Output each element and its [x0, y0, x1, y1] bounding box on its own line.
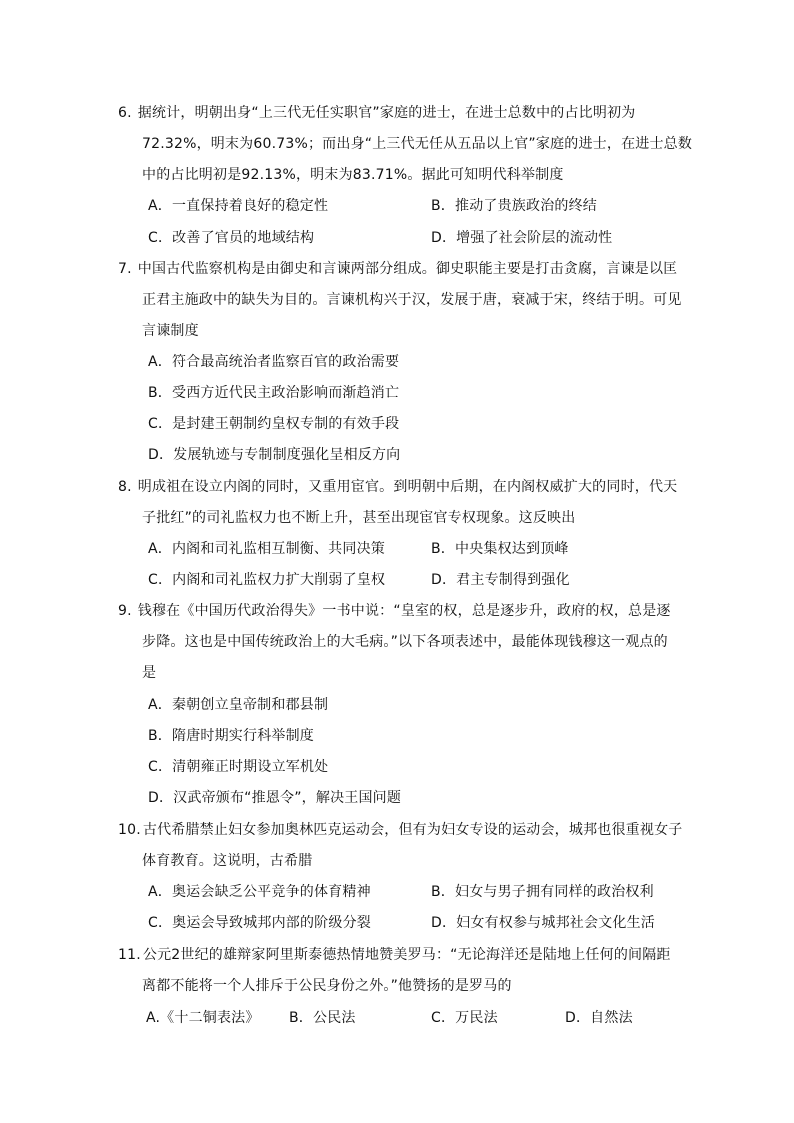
- question-8-option-a[interactable]: A．内阁和司礼监相互制衡、共同决策: [148, 541, 385, 557]
- question-7-stem: 中国古代监察机构是由御史和言谏两部分组成。御史职能主要是打击贪腐，言谏是以匡: [137, 261, 678, 277]
- question-6-line-3: 中的占比明初是92.13%，明末为83.71%。据此可知明代科举制度: [142, 167, 564, 183]
- question-9-option-b[interactable]: B．隋唐时期实行科举制度: [148, 728, 315, 744]
- question-6-number: 6.: [118, 105, 132, 121]
- question-6-line-1: [118, 104, 635, 122]
- question-11-stem: 公元2世纪的雄辩家阿里斯泰德热情地赞美罗马：“无论海洋还是陆地上任何的间隔距: [142, 947, 671, 963]
- question-7-line-1: [118, 260, 677, 278]
- question-6-option-a[interactable]: A．一直保持着良好的稳定性: [148, 198, 329, 214]
- question-11-option-c[interactable]: C．万民法: [431, 1010, 498, 1026]
- question-7-option-c[interactable]: C．是封建王朝制约皇权专制的有效手段: [148, 416, 400, 432]
- question-6-line-2: 72.32%，明末为60.73%；而出身“上三代无任从五品以上官”家庭的进士，在进士总数: [142, 136, 693, 152]
- question-11-line-1: [118, 946, 671, 964]
- question-11-option-b[interactable]: B．公民法: [289, 1010, 356, 1026]
- question-10-option-a[interactable]: A．奥运会缺乏公平竞争的体育精神: [148, 884, 371, 900]
- question-8-line-2: 子批红”的司礼监权力也不断上升，甚至出现宦官专权现象。这反映出: [142, 510, 576, 526]
- question-9-option-d[interactable]: D．汉武帝颁布“推恩令”，解决王国问题: [148, 790, 402, 806]
- question-6-stem: 据统计，明朝出身“上三代无任实职官”家庭的进士，在进士总数中的占比明初为: [137, 105, 636, 121]
- question-7-line-2: 正君主施政中的缺失为目的。言谏机构兴于汉，发展于唐，衰减于宋，终结于明。可见: [142, 292, 682, 308]
- question-8-option-d[interactable]: D．君主专制得到强化: [431, 572, 570, 588]
- question-7-option-a[interactable]: A．符合最高统治者监察百官的政治需要: [148, 354, 400, 370]
- question-10-number: 10.: [118, 822, 141, 838]
- question-9-line-3: 是: [142, 665, 157, 681]
- question-8-stem: 明成祖在设立内阁的同时，又重用宦官。到明朝中后期，在内阁权威扩大的同时，代天: [137, 479, 678, 495]
- question-7-number: 7.: [118, 261, 132, 277]
- question-9-option-c[interactable]: C．清朝雍正时期设立军机处: [148, 759, 329, 775]
- question-9-stem: 钱穆在《中国历代政治得失》一书中说：“皇室的权，总是逐步升，政府的权，总是逐: [137, 603, 671, 619]
- question-8-option-b[interactable]: B．中央集权达到顶峰: [431, 541, 569, 557]
- question-10-line-1: [118, 821, 682, 839]
- question-10-option-b[interactable]: B．妇女与男子拥有同样的政治权利: [431, 884, 654, 900]
- question-10-line-2: 体育教育。这说明，古希腊: [142, 853, 313, 869]
- question-11-option-a[interactable]: A.《十二铜表法》: [146, 1010, 260, 1026]
- question-10-stem: 古代希腊禁止妇女参加奥林匹克运动会，但有为妇女专设的运动会，城邦也很重视女子: [142, 822, 683, 838]
- question-6-option-d[interactable]: D．增强了社会阶层的流动性: [431, 230, 613, 246]
- question-6-option-b[interactable]: B．推动了贵族政治的终结: [431, 198, 598, 214]
- question-9-number: 9.: [118, 603, 132, 619]
- question-8-option-c[interactable]: C．内阁和司礼监权力扩大削弱了皇权: [148, 572, 386, 588]
- question-6-option-c[interactable]: C．改善了官员的地域结构: [148, 230, 315, 246]
- question-11-line-2: 离都不能将一个人排斥于公民身份之外。”他赞扬的是罗马的: [142, 978, 512, 994]
- question-11-number: 11.: [118, 947, 141, 963]
- question-9-option-a[interactable]: A．秦朝创立皇帝制和郡县制: [148, 697, 329, 713]
- question-9-line-2: 步降。这也是中国传统政治上的大毛病。”以下各项表述中，最能体现钱穆这一观点的: [142, 634, 668, 650]
- question-7-option-b[interactable]: B．受西方近代民主政治影响而渐趋消亡: [148, 385, 400, 401]
- question-11-option-d[interactable]: D．自然法: [565, 1010, 633, 1026]
- question-10-option-c[interactable]: C．奥运会导致城邦内部的阶级分裂: [148, 915, 371, 931]
- question-8-number: 8.: [118, 479, 132, 495]
- question-7-line-3: 言谏制度: [142, 323, 199, 339]
- question-7-option-d[interactable]: D．发展轨迹与专制制度强化呈相反方向: [148, 447, 401, 463]
- question-10-option-d[interactable]: D．妇女有权参与城邦社会文化生活: [431, 915, 655, 931]
- question-8-line-1: [118, 478, 677, 496]
- question-9-line-1: [118, 602, 671, 620]
